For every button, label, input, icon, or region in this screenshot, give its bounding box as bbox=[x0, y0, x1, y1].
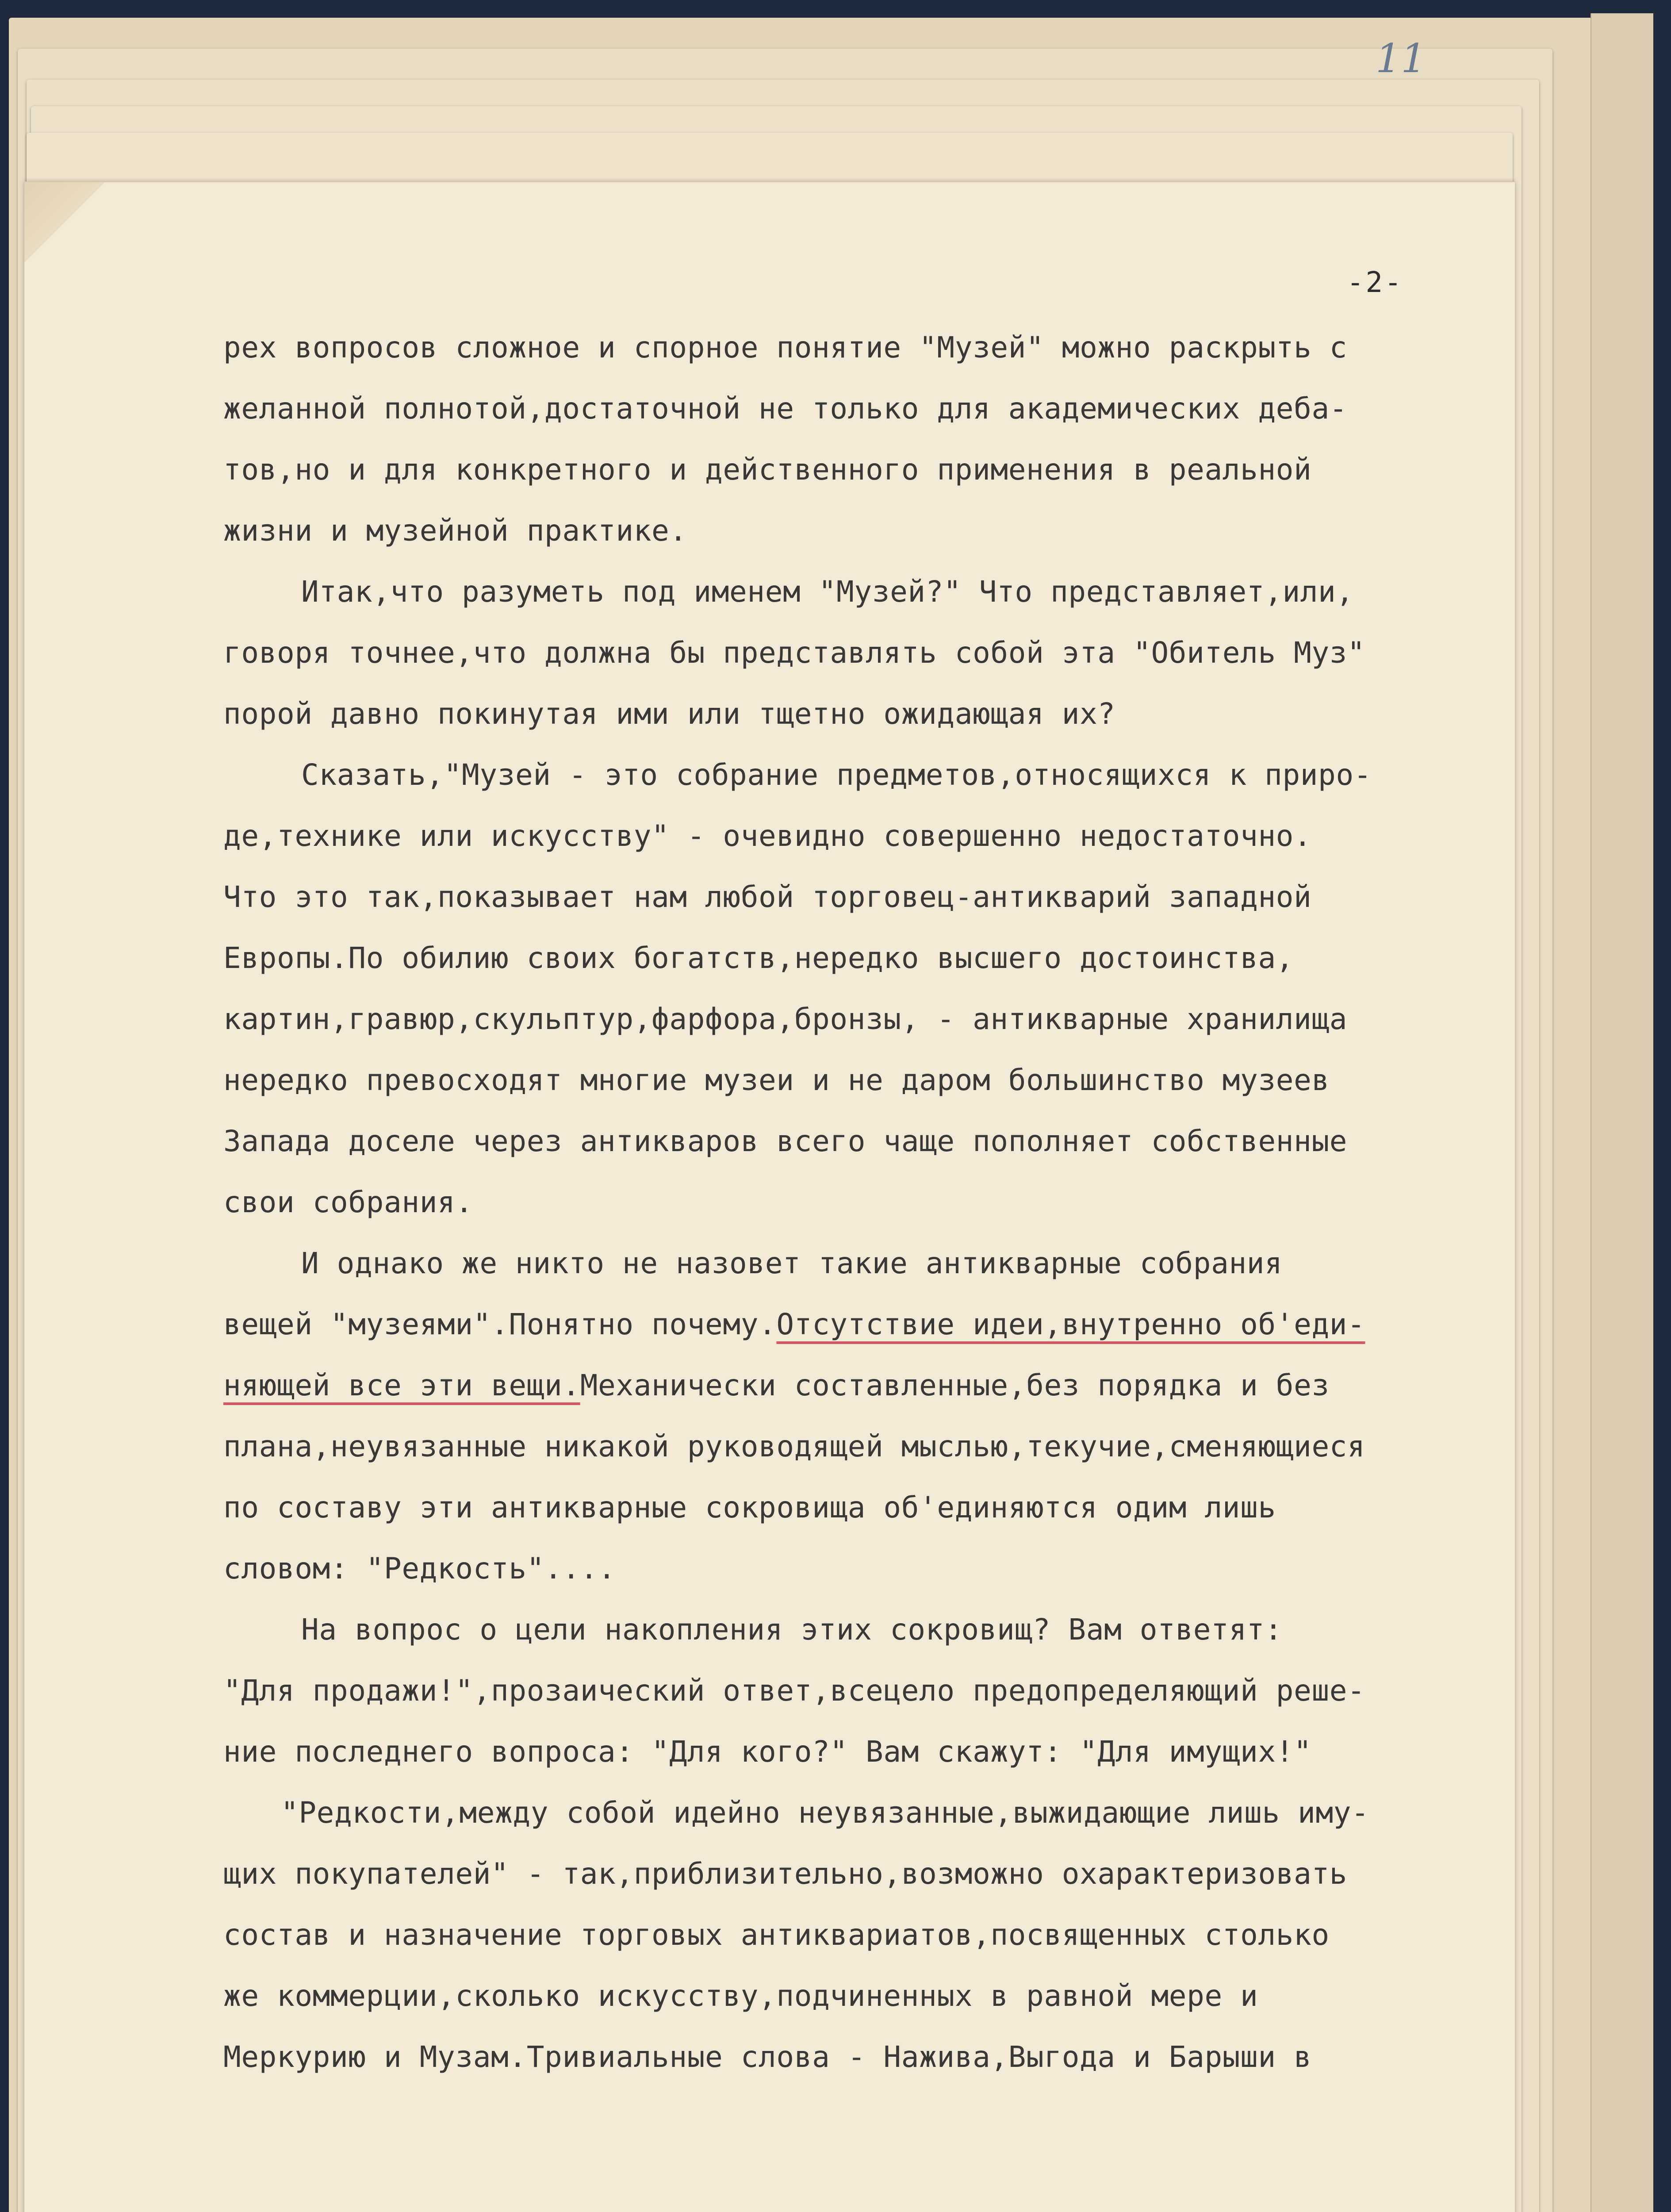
text-line: Сказать,"Музей - это собрание предметов,относящихся к приро- bbox=[301, 758, 1372, 792]
text-line: "Для продажи!",прозаический ответ,всецело предопределяющий реше- bbox=[223, 1674, 1365, 1708]
text-line: На вопрос о цели накопления этих сокровищ? Вам ответят: bbox=[301, 1613, 1283, 1647]
text-line: состав и назначение торговых антиквариатов,посвященных столько bbox=[223, 1918, 1330, 1952]
text-line: Меркурию и Музам.Тривиальные слова - Нажива,Выгода и Барыши в bbox=[223, 2040, 1312, 2074]
text-line bbox=[223, 1294, 1528, 1355]
folder-edge bbox=[1591, 13, 1653, 2212]
text-line: Итак,что разуметь под именем "Музей?" Что представляет,или, bbox=[301, 575, 1354, 609]
text-line: словом: "Редкость".... bbox=[223, 1551, 616, 1586]
text-segment: Механически составленные,без порядка и без bbox=[580, 1368, 1330, 1402]
text-line: Запада доселе через антикваров всего чаще пополняет собственные bbox=[223, 1124, 1348, 1158]
text-line: порой давно покинутая ими или тщетно ожидающая их? bbox=[223, 697, 1115, 731]
text-line: де,технике или искусству" - очевидно совершенно недостаточно. bbox=[223, 819, 1312, 853]
text-line: рех вопросов сложное и спорное понятие "Музей" можно раскрыть с bbox=[223, 330, 1348, 365]
text-line: ние последнего вопроса: "Для кого?" Вам скажут: "Для имущих!" bbox=[223, 1735, 1312, 1769]
archive-corner-mark: 11 bbox=[1376, 35, 1426, 82]
text-segment: вещей "музеями".Понятно почему. bbox=[223, 1307, 777, 1341]
typed-page bbox=[24, 181, 1515, 2212]
text-line: картин,гравюр,скульптур,фарфора,бронзы, - антикварные хранилища bbox=[223, 1002, 1348, 1036]
text-line: говоря точнее,что должна бы представлять собой эта "Обитель Муз" bbox=[223, 636, 1365, 670]
page-number: -2- bbox=[1347, 266, 1403, 299]
text-line: же коммерции,сколько искусству,подчиненных в равной мере и bbox=[223, 1979, 1258, 2013]
underlined-phrase: няющей все эти вещи. bbox=[223, 1368, 580, 1402]
text-line: свои собрания. bbox=[223, 1185, 473, 1219]
text-line: Что это так,показывает нам любой торговец-антикварий западной bbox=[223, 880, 1312, 914]
page-fold-corner bbox=[24, 182, 104, 262]
text-line bbox=[223, 1355, 1528, 1416]
text-line: нередко превосходят многие музеи и не даром большинство музеев bbox=[223, 1063, 1330, 1097]
text-line: плана,неувязанные никакой руководящей мыслью,текучие,сменяющиеся bbox=[223, 1429, 1365, 1463]
text-line: тов,но и для конкретного и действенного применения в реальной bbox=[223, 453, 1312, 487]
underlined-phrase: Отсутствие идеи,внутренно об'еди- bbox=[776, 1307, 1365, 1341]
text-line: по составу эти антикварные сокровища об'единяются одим лишь bbox=[223, 1490, 1276, 1525]
text-line: желанной полнотой,достаточной не только для академических деба- bbox=[223, 392, 1348, 426]
text-line: жизни и музейной практике. bbox=[223, 514, 687, 548]
text-line: "Редкости,между собой идейно неувязанные,выжидающие лишь иму- bbox=[281, 1796, 1369, 1830]
text-line: щих покупателей" - так,приблизительно,возможно охарактеризовать bbox=[223, 1857, 1348, 1891]
text-line: Европы.По обилию своих богатств,нередко высшего достоинства, bbox=[223, 941, 1294, 975]
page-text bbox=[223, 317, 1528, 2088]
text-line: И однако же никто не назовет такие антикварные собрания bbox=[301, 1246, 1283, 1280]
